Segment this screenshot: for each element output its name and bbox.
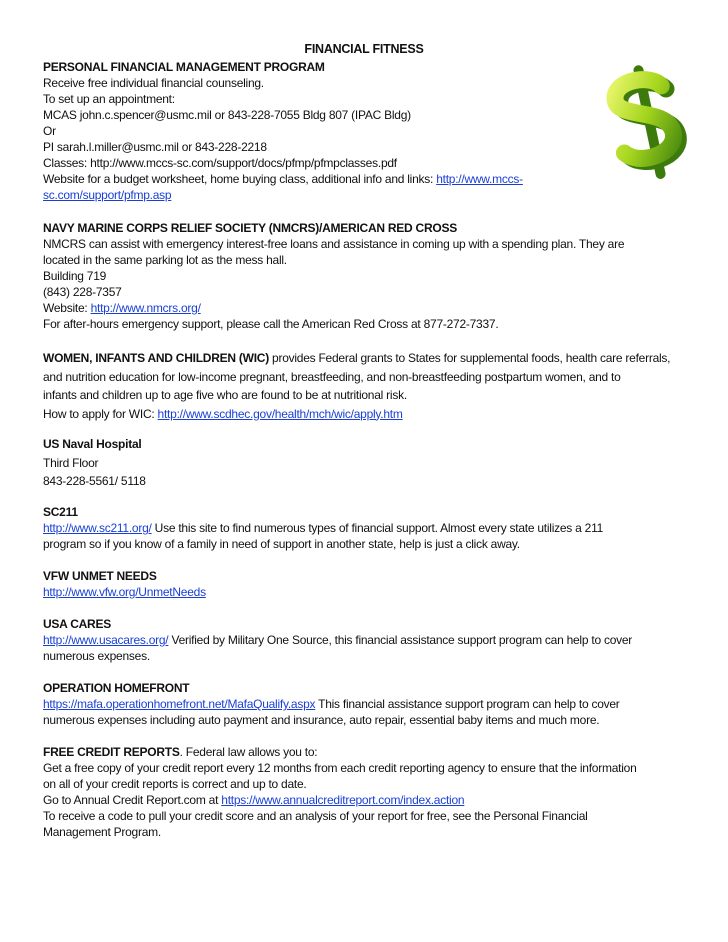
section-free-credit-reports <box>43 744 637 840</box>
body-text: . Federal law allows you to: <box>179 745 318 759</box>
body-text: numerous expenses. <box>43 649 150 663</box>
link[interactable]: http://www.scdhec.gov/health/mch/wic/apply.htm <box>157 406 403 421</box>
text-line <box>43 107 523 123</box>
text-line <box>43 368 670 387</box>
text-line <box>43 139 523 155</box>
text-line <box>43 454 146 473</box>
section-heading-line <box>43 220 624 236</box>
text-line <box>43 91 523 107</box>
dollar-sign-icon <box>600 60 690 180</box>
heading-text: VFW UNMET NEEDS <box>43 569 157 583</box>
text-line <box>43 300 624 316</box>
link[interactable]: http://www.usacares.org/ <box>43 633 169 647</box>
link[interactable]: http://www.sc211.org/ <box>43 521 152 535</box>
text-line <box>43 712 620 728</box>
section-heading-line <box>43 435 146 454</box>
heading-text: US Naval Hospital <box>43 437 142 451</box>
link[interactable]: http://www.vfw.org/UnmetNeeds <box>43 585 206 599</box>
section-nmcrs <box>43 220 624 332</box>
body-text: Third Floor <box>43 455 99 470</box>
body-text: Building 719 <box>43 269 107 283</box>
body-text: Use this site to find numerous types of financial support. Almost every state utilizes a 211 <box>151 521 604 535</box>
body-text: This financial assistance support program can help to cover <box>315 697 620 711</box>
text-line <box>43 808 637 824</box>
body-text: Website: <box>43 301 91 315</box>
heading-text: OPERATION HOMEFRONT <box>43 681 190 695</box>
body-text: infants and children up to age five who are found to be at nutritional risk. <box>43 388 407 402</box>
heading-text: FREE CREDIT REPORTS <box>43 745 180 759</box>
text-line <box>43 171 523 187</box>
body-text: Verified by Military One Source, this financial assistance support program can help to cover <box>168 633 633 647</box>
text-line <box>43 648 632 664</box>
body-text: To set up an appointment: <box>43 92 175 106</box>
body-text: Get a free copy of your credit report every 12 months from each credit reporting agency to ensure that the information <box>43 761 637 775</box>
text-line <box>43 386 670 405</box>
body-text: PI sarah.l.miller@usmc.mil or 843-228-2218 <box>43 140 267 154</box>
text-line <box>43 792 637 808</box>
link[interactable]: http://www.nmcrs.org/ <box>90 301 201 315</box>
text-line <box>43 536 603 552</box>
section-usa-cares <box>43 616 632 664</box>
section-heading-line <box>43 59 523 75</box>
section-heading-line <box>43 568 206 584</box>
body-text: Receive free individual financial counseling. <box>43 76 264 90</box>
body-text: Website for a budget worksheet, home buying class, additional info and links: <box>43 172 437 186</box>
body-text: How to apply for WIC: <box>43 406 158 421</box>
section-operation-homefront <box>43 680 620 728</box>
link[interactable]: http://www.mccs- <box>436 172 523 186</box>
body-text: program so if you know of a family in need of support in another state, help is just a click away. <box>43 537 520 551</box>
body-text: numerous expenses including auto payment and insurance, auto repair, essential baby items and much more. <box>43 713 600 727</box>
body-text: on all of your credit reports is correct and up to date. <box>43 777 307 791</box>
text-line <box>43 316 624 332</box>
heading-text: WOMEN, INFANTS AND CHILDREN (WIC) <box>43 351 269 365</box>
body-text: To receive a code to pull your credit score and an analysis of your report for free, see the Personal Financial <box>43 809 588 823</box>
section-heading-line <box>43 616 632 632</box>
text-line <box>43 75 523 91</box>
heading-text: SC211 <box>43 505 78 519</box>
text-line <box>43 776 637 792</box>
text-line <box>43 155 523 171</box>
body-text: (843) 228-7357 <box>43 285 122 299</box>
body-text: Or <box>43 124 56 138</box>
text-line <box>43 252 624 268</box>
text-line <box>43 760 637 776</box>
text-line <box>43 284 624 300</box>
heading-text: USA CARES <box>43 617 111 631</box>
text-line <box>43 696 620 712</box>
text-line <box>43 236 624 252</box>
link[interactable]: https://www.annualcreditreport.com/index.action <box>221 793 465 807</box>
text-line <box>43 123 523 139</box>
section-vfw <box>43 568 206 600</box>
text-line <box>43 187 523 203</box>
body-text: provides Federal grants to States for supplemental foods, health care referrals, <box>268 351 671 365</box>
section-heading-line <box>43 504 603 520</box>
text-line <box>43 472 146 491</box>
text-line <box>43 824 637 840</box>
body-text: and nutrition education for low-income pregnant, breastfeeding, and non-breastfeeding postpartum women, and to <box>43 369 621 384</box>
heading-text: PERSONAL FINANCIAL MANAGEMENT PROGRAM <box>43 60 325 74</box>
body-text: NMCRS can assist with emergency interest-free loans and assistance in coming up with a spending plan. They are <box>43 237 625 251</box>
body-text: Go to Annual Credit Report.com at <box>43 793 222 807</box>
text-line <box>43 584 206 600</box>
section-heading-line <box>43 680 620 696</box>
link[interactable]: https://mafa.operationhomefront.net/MafaQualify.aspx <box>43 697 316 711</box>
body-text: MCAS john.c.spencer@usmc.mil or 843-228-7055 Bldg 807 (IPAC Bldg) <box>43 108 411 122</box>
section-wic <box>43 349 670 423</box>
body-text: For after-hours emergency support, please call the American Red Cross at 877-272-7337. <box>43 317 499 331</box>
body-text: 843-228-5561/ 5118 <box>43 474 146 488</box>
body-text: Classes: http://www.mccs-sc.com/support/docs/pfmp/pfmpclasses.pdf <box>43 156 397 170</box>
text-line <box>43 405 670 424</box>
document-title: FINANCIAL FITNESS <box>304 42 424 56</box>
section-heading-line <box>43 744 637 760</box>
text-line <box>43 632 632 648</box>
section-heading-line <box>43 349 670 368</box>
body-text: located in the same parking lot as the mess hall. <box>43 253 287 267</box>
body-text: Management Program. <box>43 825 161 839</box>
text-line <box>43 268 624 284</box>
heading-text: NAVY MARINE CORPS RELIEF SOCIETY (NMCRS)/AMERICAN RED CROSS <box>43 221 457 235</box>
section-sc211 <box>43 504 603 552</box>
section-pfmp <box>43 59 523 203</box>
link[interactable]: sc.com/support/pfmp.asp <box>43 188 172 202</box>
section-hospital <box>43 435 146 491</box>
text-line <box>43 520 603 536</box>
